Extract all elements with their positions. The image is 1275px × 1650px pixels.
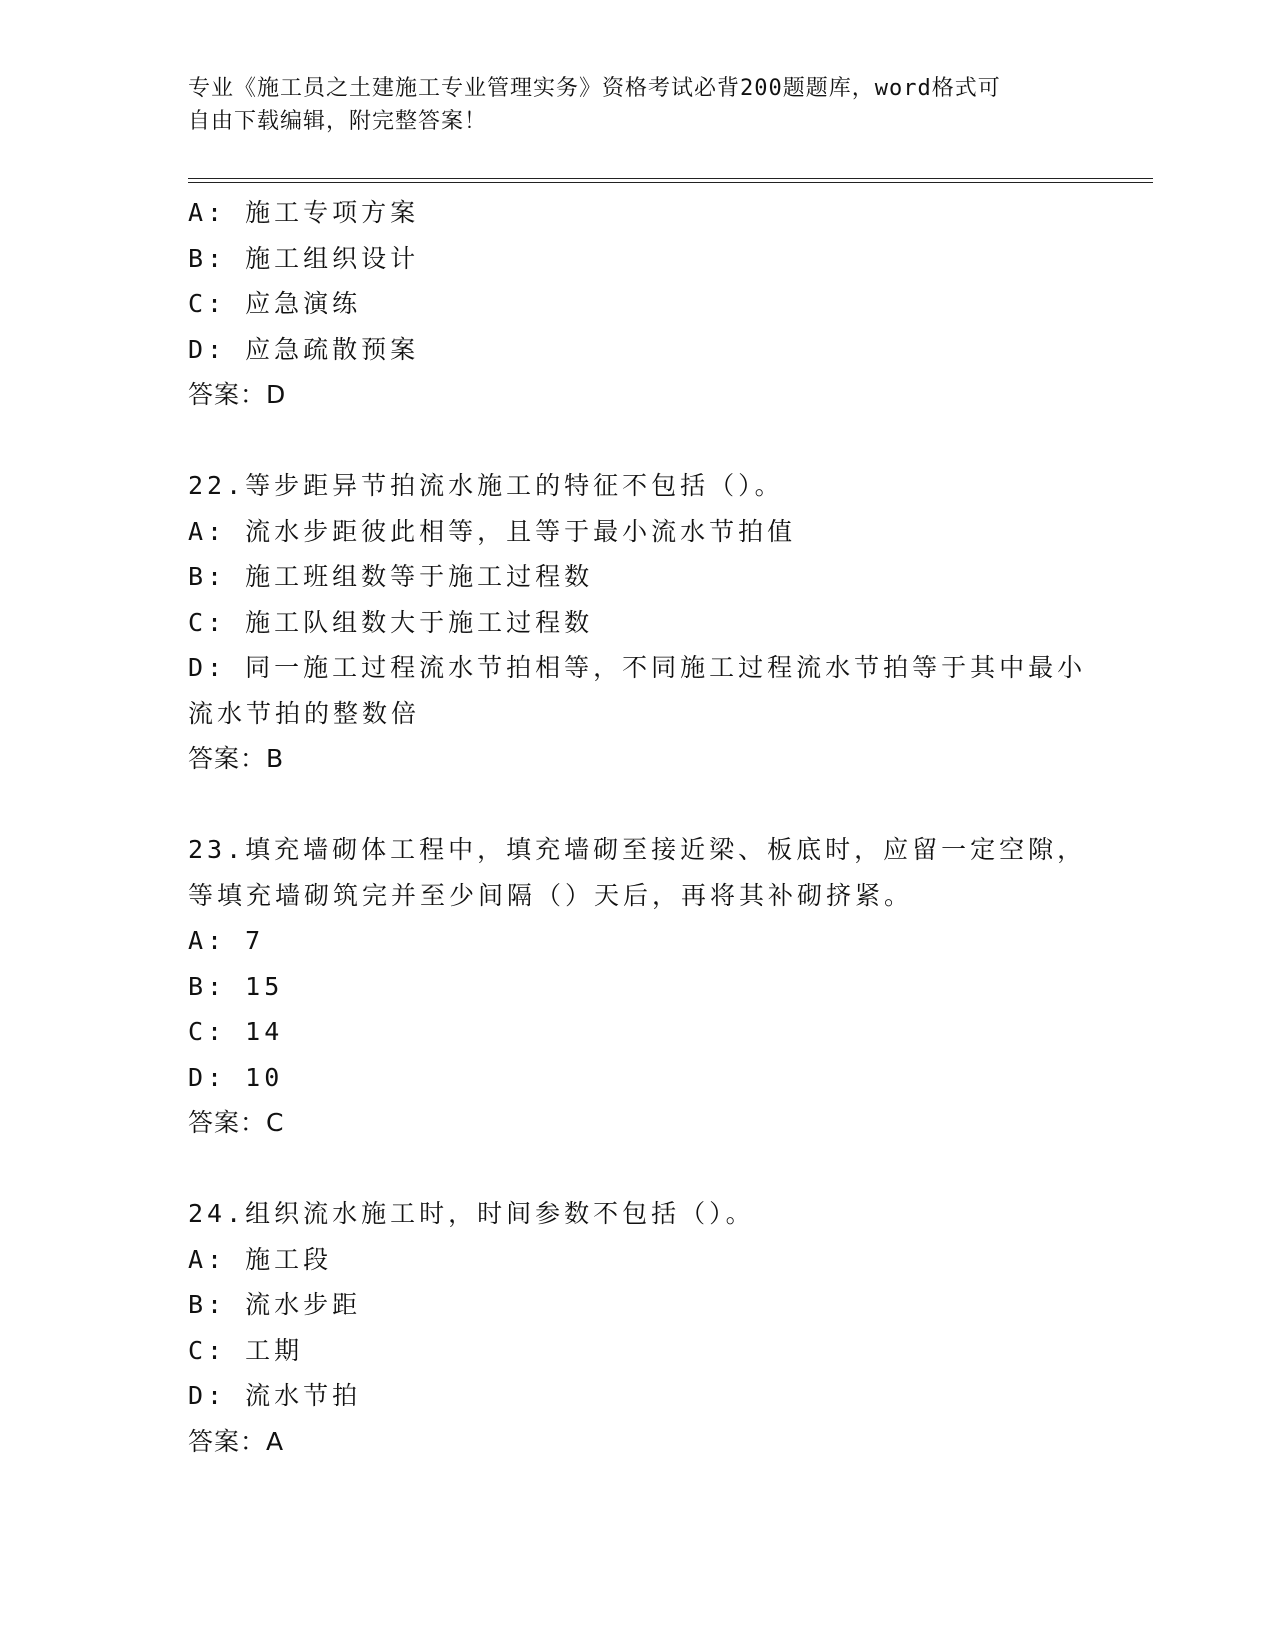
option-a: A: 流水步距彼此相等，且等于最小流水节拍值	[188, 516, 797, 546]
option-c: C: 工期	[188, 1335, 304, 1365]
header-line-2: 自由下载编辑，附完整答案！	[188, 109, 488, 134]
question-stem: 24.组织流水施工时，时间参数不包括（）。	[188, 1199, 755, 1228]
option-b: B: 施工组织设计	[188, 243, 420, 273]
question-22	[188, 463, 1088, 782]
spacer	[188, 1146, 1088, 1192]
question-21-options	[188, 190, 1088, 418]
question-23	[188, 827, 1088, 1146]
answer: 答案：D	[188, 380, 287, 409]
question-stem-line-1: 23.填充墙砌体工程中，填充墙砌至接近梁、板底时，应留一定空隙，	[188, 835, 1087, 864]
option-c: C: 施工队组数大于施工过程数	[188, 607, 594, 637]
option-d-line-2: 流水节拍的整数倍	[188, 698, 421, 728]
option-d: D: 应急疏散预案	[188, 334, 420, 364]
option-c: C: 14	[188, 1017, 284, 1046]
option-a: A: 施工专项方案	[188, 198, 420, 227]
option-a: A: 施工段	[188, 1244, 333, 1274]
header-line-1: 专业《施工员之土建施工专业管理实务》资格考试必背200题题库，word格式可	[188, 76, 1001, 101]
spacer	[188, 782, 1088, 828]
option-b: B: 15	[188, 971, 284, 1001]
answer: 答案：C	[188, 1108, 285, 1137]
document-header	[188, 72, 1068, 138]
option-b: B: 流水步距	[188, 1290, 362, 1319]
answer: 答案：A	[188, 1426, 285, 1456]
option-d: D: 流水节拍	[188, 1381, 362, 1410]
header-divider-thin	[188, 178, 1153, 179]
question-list	[188, 190, 1088, 1464]
option-c: C: 应急演练	[188, 289, 362, 318]
question-stem-line-2: 等填充墙砌筑完并至少间隔（）天后，再将其补砌挤紧。	[188, 880, 914, 910]
option-d-line-1: D: 同一施工过程流水节拍相等，不同施工过程流水节拍等于其中最小	[188, 653, 1087, 682]
option-b: B: 施工班组数等于施工过程数	[188, 562, 594, 591]
question-stem: 22.等步距异节拍流水施工的特征不包括（）。	[188, 471, 784, 500]
option-d: D: 10	[188, 1062, 284, 1092]
option-a: A: 7	[188, 926, 265, 955]
header-divider-thick	[188, 182, 1153, 183]
question-24	[188, 1191, 1088, 1464]
spacer	[188, 418, 1088, 464]
answer: 答案：B	[188, 744, 285, 773]
